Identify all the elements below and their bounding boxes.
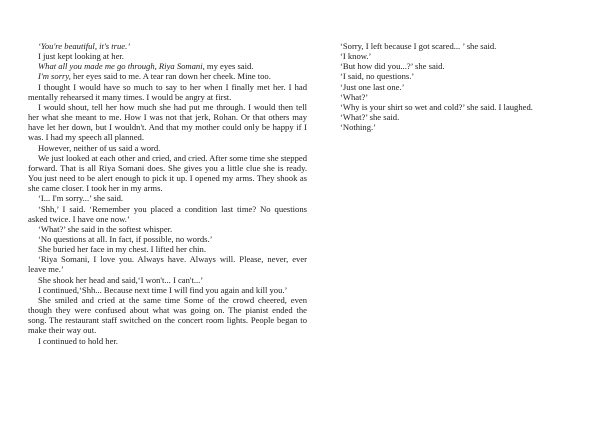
paragraph: ‘Why is your shirt so wet and cold?’ she said. I laughed. (340, 101, 533, 112)
paragraph (28, 41, 307, 51)
paragraph: ‘What?’ she said in the softest whisper. (38, 223, 173, 234)
right-page (330, 41, 570, 132)
paragraph: I continued,‘Shh... Because next time I will find you again and kill you.’ (38, 284, 288, 295)
paragraph: ‘Riya Somani, I love you. Always have. Always will. Please, never, ever leave me.’ (28, 254, 307, 275)
plain-text: my eyes said. (204, 61, 254, 72)
paragraph: ‘I know.’ (340, 51, 372, 62)
italic-text: What all you made me go through, Riya Somani, (38, 61, 205, 72)
paragraph: ‘What?’ (340, 91, 369, 102)
paragraph: ‘No questions at all. In fact, if possible, no words.’ (38, 233, 213, 244)
paragraph: ‘I... I'm sorry...’ she said. (38, 193, 124, 204)
paragraph (28, 71, 307, 81)
italic-text: ‘You're beautiful, it's true.’ (38, 41, 131, 51)
plain-text: her eyes said to me. A tear ran down her cheek. Mine too. (70, 71, 271, 82)
paragraph: She smiled and cried at the same time Some of the crowd cheered, even though they were confused about what was going on. The pianist ended the song. The restaurant staff switched on the concert room lights. People began to make their way out. (28, 294, 307, 336)
paragraph: ‘Nothing.’ (340, 122, 377, 133)
paragraph: ‘I said, no questions.’ (340, 71, 415, 82)
paragraph: I just kept looking at her. (38, 51, 124, 62)
paragraph: ‘Sorry, I left because I got scared... ’ she said. (340, 41, 497, 51)
paragraph: We just looked at each other and cried, and cried. After some time she stepped forward. That is all Riya Somani does. She gives you a little clue she is ready. You just need to be alert enough to pick it up. I opened my arms. They shook as she came closer. I took her in my arms. (28, 152, 307, 194)
paragraph: However, neither of us said a word. (38, 142, 161, 153)
paragraph: I would shout, tell her how much she had put me through. I would then tell her what she meant to me. How I was not that jerk, Rohan. Or that others may have let her down, but I wouldn't. And that my mother could only be happy if I was. I had my speech all planned. (28, 101, 307, 143)
paragraph: ‘Shh,’ I said. ‘Remember you placed a condition last time? No questions asked twice. I have one now.’ (28, 203, 307, 224)
italic-text: I'm sorry, (38, 71, 71, 82)
paragraph (28, 61, 307, 71)
left-page (28, 41, 307, 346)
paragraph: ‘Just one last one.’ (340, 81, 405, 92)
paragraph: ‘What?’ she said. (340, 112, 400, 123)
paragraph: I continued to hold her. (38, 335, 118, 346)
paragraph: She buried her face in my chest. I lifted her chin. (38, 244, 206, 255)
paragraph: ‘But how did you...?’ she said. (340, 61, 445, 72)
paragraph: I thought I would have so much to say to her when I finally met her. I had mentally rehearsed it many times. I would be angry at first. (28, 81, 307, 102)
paragraph: She shook her head and said,‘I won't... I can't...’ (38, 274, 204, 285)
